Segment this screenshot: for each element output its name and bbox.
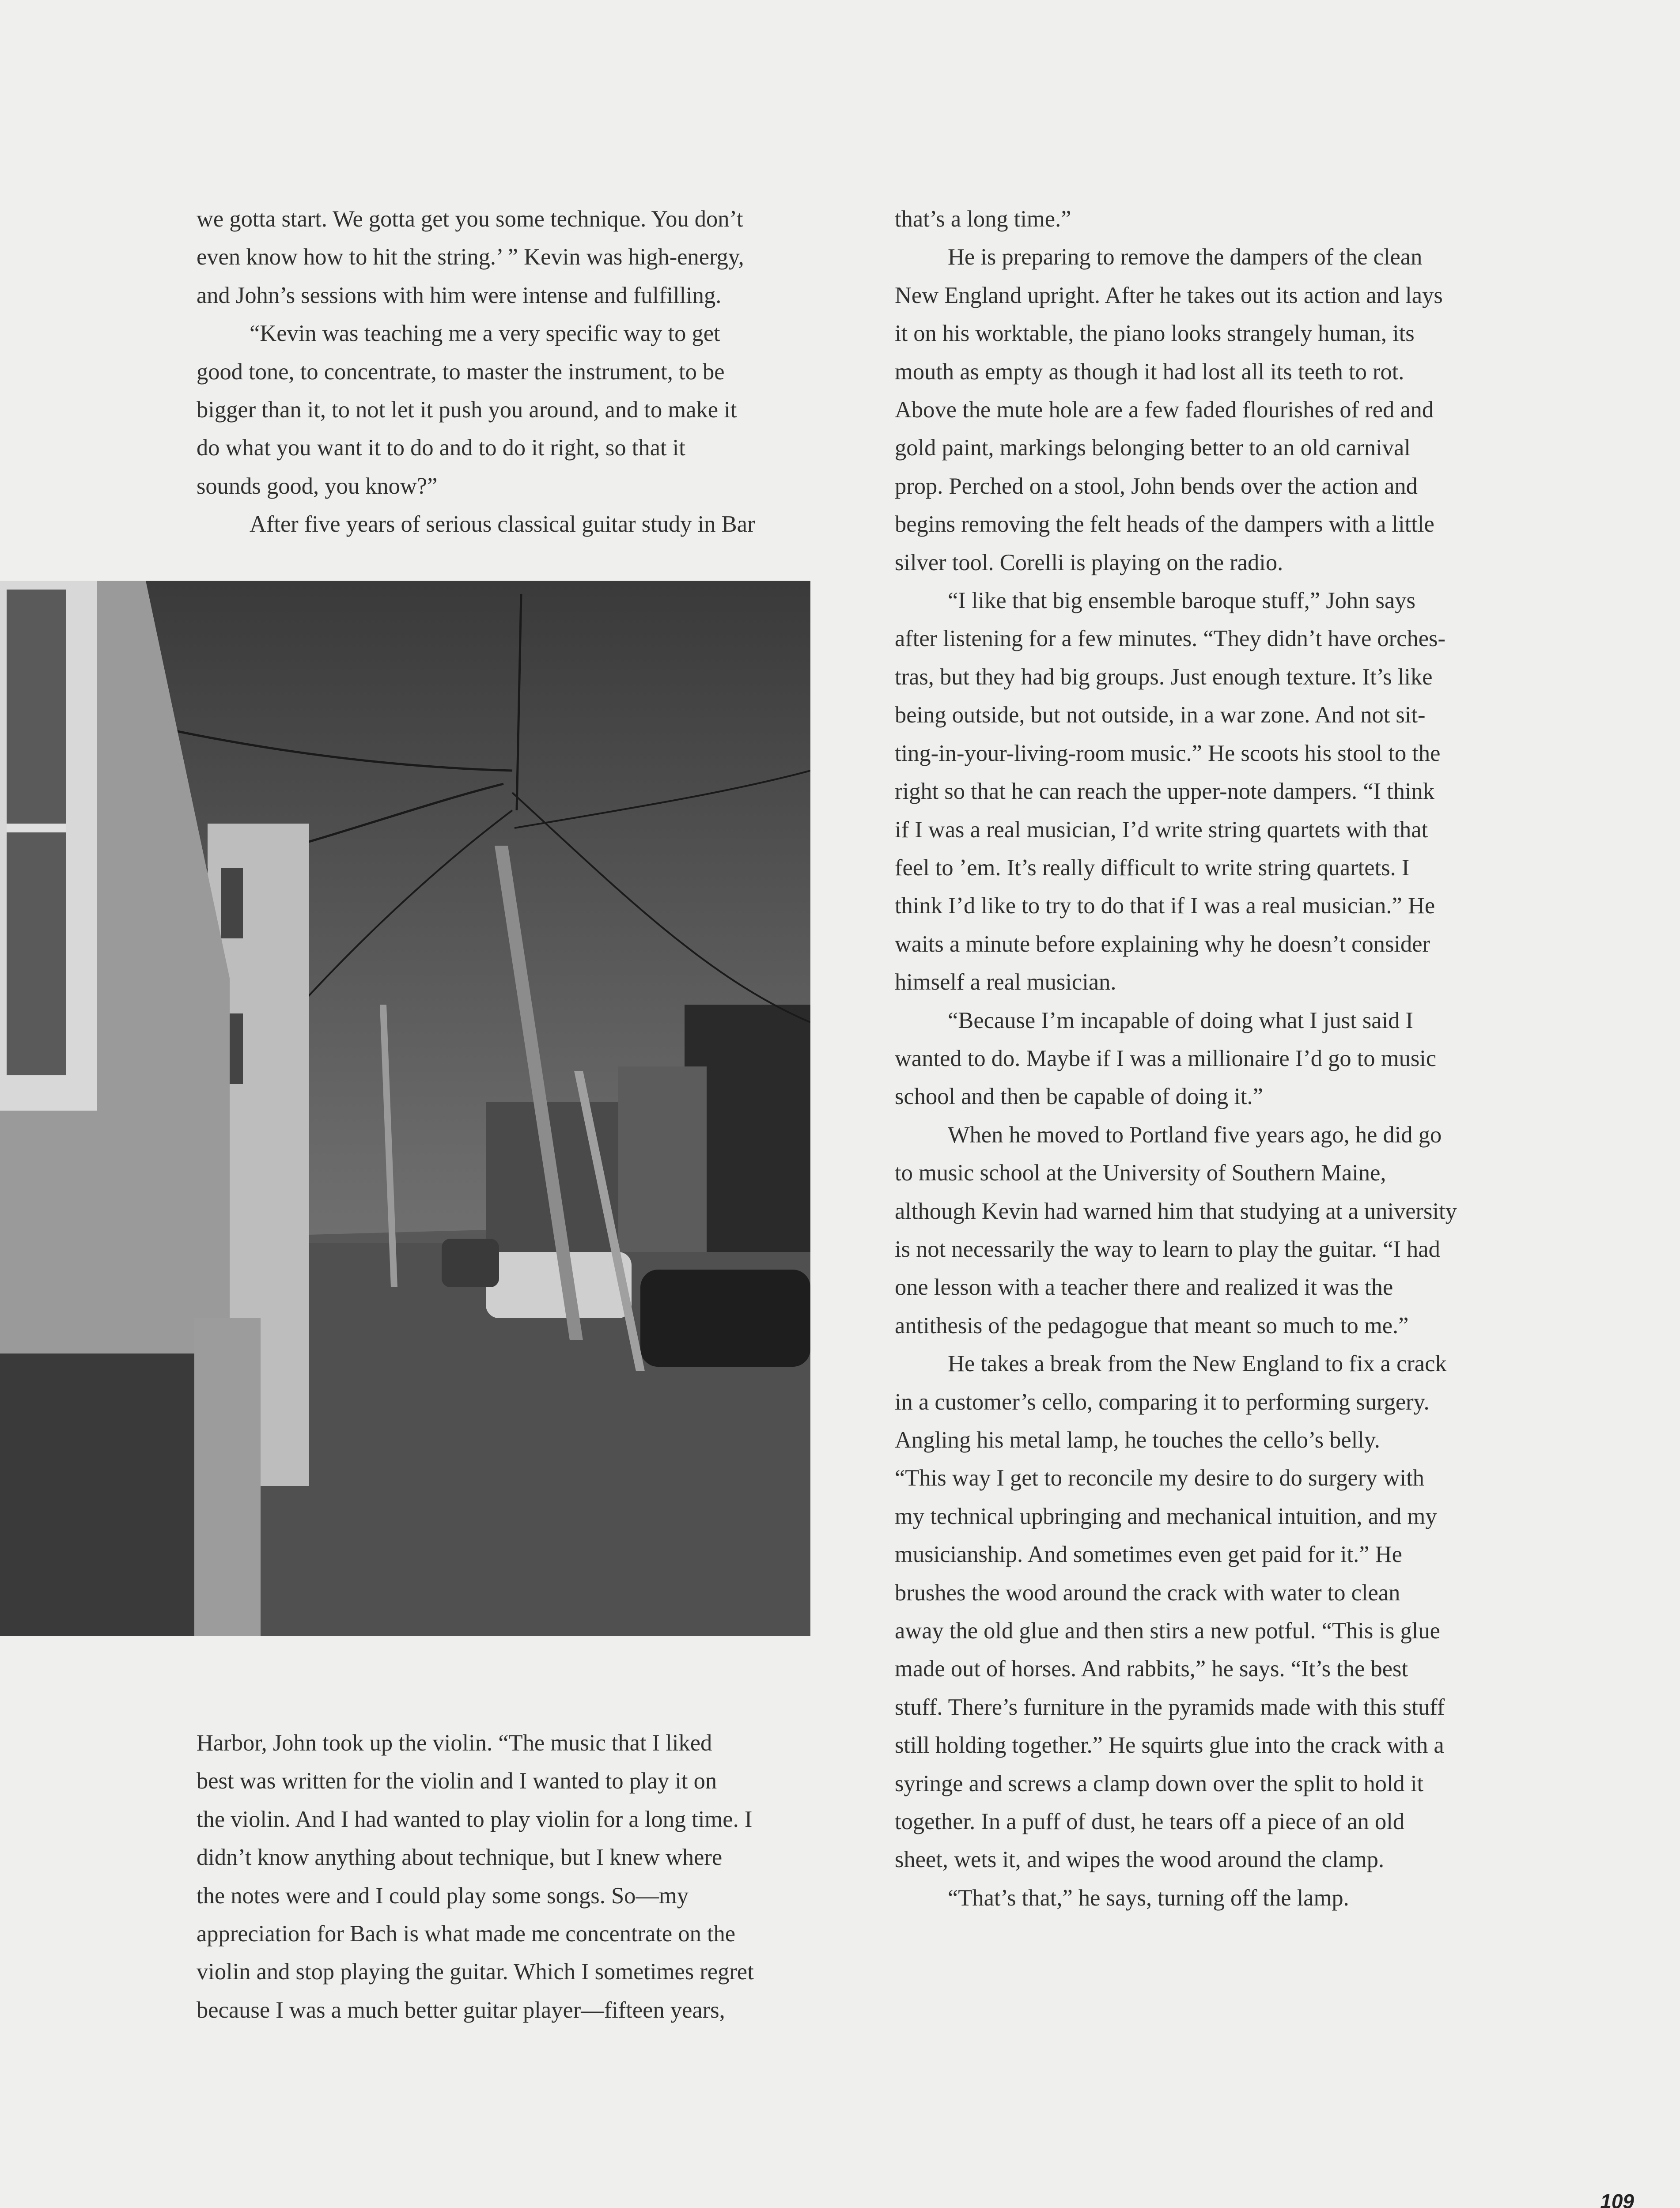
text-line: “I like that big ensemble baroque stuff,” John says bbox=[948, 588, 1415, 614]
text-line: musicianship. And sometimes even get paid for it.” He bbox=[895, 1542, 1402, 1568]
text-line: tras, but they had big groups. Just enough texture. It’s like bbox=[895, 664, 1433, 690]
text-line: waits a minute before explaining why he doesn’t consider bbox=[895, 931, 1430, 957]
text-line: Above the mute hole are a few faded flourishes of red and bbox=[895, 397, 1434, 423]
text-line: although Kevin had warned him that studying at a university bbox=[895, 1198, 1457, 1224]
text-line: He is preparing to remove the dampers of the clean bbox=[948, 244, 1423, 270]
text-line: and John’s sessions with him were intense and fulfilling. bbox=[197, 282, 722, 308]
text-line: being outside, but not outside, in a war zone. And not sit- bbox=[895, 702, 1426, 728]
text-line: if I was a real musician, I’d write string quartets with that bbox=[895, 817, 1428, 843]
text-line: one lesson with a teacher there and realized it was the bbox=[895, 1274, 1393, 1301]
text-line: begins removing the felt heads of the dampers with a little bbox=[895, 511, 1434, 537]
text-line: New England upright. After he takes out its action and lays bbox=[895, 282, 1443, 308]
text-line: that’s a long time.” bbox=[895, 206, 1071, 232]
text-line: syringe and screws a clamp down over the split to hold it bbox=[895, 1770, 1424, 1796]
text-line: didn’t know anything about technique, but I knew where bbox=[197, 1845, 723, 1871]
street-photograph bbox=[0, 581, 810, 1636]
text-line: together. In a puff of dust, he tears off a piece of an old bbox=[895, 1809, 1405, 1835]
text-line: the notes were and I could play some songs. So—my bbox=[197, 1883, 689, 1909]
text-line: feel to ’em. It’s really difficult to write string quartets. I bbox=[895, 854, 1410, 881]
text-line: we gotta start. We gotta get you some technique. You don’t bbox=[197, 206, 743, 232]
text-line: “This way I get to reconcile my desire to do surgery with bbox=[895, 1465, 1424, 1491]
text-line: “Kevin was teaching me a very specific way to get bbox=[250, 321, 720, 347]
text-line: to music school at the University of Southern Maine, bbox=[895, 1160, 1386, 1186]
text-line: appreciation for Bach is what made me concentrate on the bbox=[197, 1921, 736, 1947]
text-line: good tone, to concentrate, to master the instrument, to be bbox=[197, 359, 725, 385]
text-line: “Because I’m incapable of doing what I just said I bbox=[948, 1007, 1414, 1033]
text-line: after listening for a few minutes. “They didn’t have orches- bbox=[895, 626, 1445, 652]
text-line: even know how to hit the string.’ ” Kevin was high-energy, bbox=[197, 244, 744, 270]
text-line: do what you want it to do and to do it right, so that it bbox=[197, 435, 685, 461]
text-line: away the old glue and then stirs a new potful. “This is glue bbox=[895, 1618, 1440, 1644]
text-line: ting-in-your-living-room music.” He scoots his stool to the bbox=[895, 740, 1441, 766]
text-line: is not necessarily the way to learn to play the guitar. “I had bbox=[895, 1236, 1440, 1262]
text-line: Angling his metal lamp, he touches the cello’s belly. bbox=[895, 1427, 1380, 1453]
text-line: gold paint, markings belonging better to an old carnival bbox=[895, 435, 1411, 461]
text-line: He takes a break from the New England to fix a crack bbox=[948, 1351, 1447, 1377]
text-line: “That’s that,” he says, turning off the lamp. bbox=[948, 1885, 1349, 1911]
text-line: brushes the wood around the crack with water to clean bbox=[895, 1580, 1400, 1606]
text-line: bigger than it, to not let it push you around, and to make it bbox=[197, 397, 737, 423]
text-line: my technical upbringing and mechanical intuition, and my bbox=[895, 1503, 1437, 1529]
text-line: prop. Perched on a stool, John bends over the action and bbox=[895, 473, 1418, 499]
text-line: in a customer’s cello, comparing it to performing surgery. bbox=[895, 1389, 1430, 1415]
text-line: right so that he can reach the upper-note dampers. “I think bbox=[895, 779, 1435, 805]
text-line: mouth as empty as though it had lost all its teeth to rot. bbox=[895, 359, 1404, 385]
text-line: because I was a much better guitar player—fifteen years, bbox=[197, 1997, 725, 2023]
text-line: sheet, wets it, and wipes the wood around the clamp. bbox=[895, 1847, 1385, 1873]
text-line: After five years of serious classical guitar study in Bar bbox=[250, 511, 755, 537]
page-number: 109 bbox=[1600, 2190, 1634, 2208]
text-line: antithesis of the pedagogue that meant so much to me.” bbox=[895, 1312, 1409, 1338]
text-line: violin and stop playing the guitar. Which I sometimes regret bbox=[197, 1959, 754, 1985]
text-line: silver tool. Corelli is playing on the radio. bbox=[895, 549, 1283, 575]
text-line: still holding together.” He squirts glue into the crack with a bbox=[895, 1732, 1444, 1758]
text-line: school and then be capable of doing it.” bbox=[895, 1084, 1263, 1110]
left-column-bottom-text bbox=[197, 1724, 824, 2029]
text-line: think I’d like to try to do that if I was a real musician.” He bbox=[895, 893, 1435, 919]
text-line: stuff. There’s furniture in the pyramids made with this stuff bbox=[895, 1694, 1445, 1720]
text-line: best was written for the violin and I wanted to play it on bbox=[197, 1768, 717, 1794]
left-column-top-text bbox=[197, 200, 824, 544]
text-line: Harbor, John took up the violin. “The music that I liked bbox=[197, 1730, 712, 1756]
right-column-text bbox=[895, 200, 1513, 1917]
text-line: When he moved to Portland five years ago, he did go bbox=[948, 1122, 1442, 1148]
text-line: made out of horses. And rabbits,” he says. “It’s the best bbox=[895, 1656, 1408, 1682]
text-line: the violin. And I had wanted to play violin for a long time. I bbox=[197, 1806, 753, 1832]
text-line: it on his worktable, the piano looks strangely human, its bbox=[895, 321, 1415, 347]
text-line: wanted to do. Maybe if I was a millionaire I’d go to music bbox=[895, 1045, 1437, 1071]
text-line: sounds good, you know?” bbox=[197, 473, 438, 499]
text-line: himself a real musician. bbox=[895, 969, 1116, 995]
